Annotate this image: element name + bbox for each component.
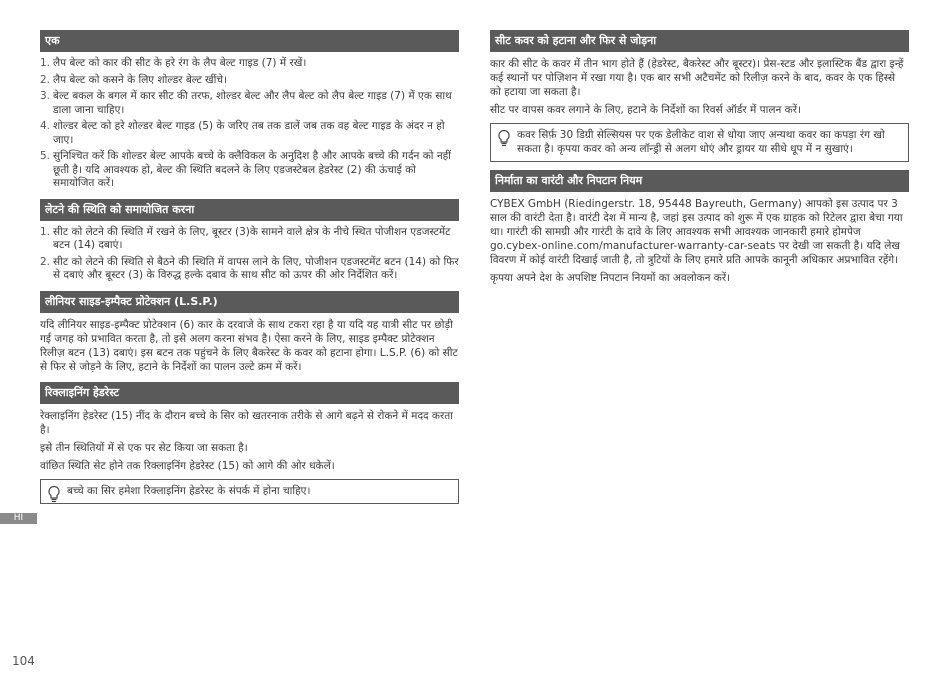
list-item: 1. सीट को लेटने की स्थिति में रखने के लिए, बूस्टर (3)के सामने वाले क्षेत्र के नीचे स्थित पोजीशन एडजस्टमेंट बटन (14) दबाएं। [40, 225, 451, 251]
seatbelt-steps [40, 57, 459, 191]
list-item: 5. सुनिश्चित करें कि शोल्डर बेल्ट आपके बच्चे के क्लैविकल के अनुदिश है और आपके बच्चे की गर्दन को नहीं छूती है। यदि आवश्यक हो, बेल्ट की स्थिति बदलने के लिए एडजस्टेबल हेडरेस्ट (2) की ऊंचाई को समायोजित करें। [40, 150, 451, 189]
right-column [490, 30, 909, 293]
paragraph: वांछित स्थिति सेट होने तक रिक्लाइनिंग हेडरेस्ट (15) को आगे की ओर धकेलें। [40, 459, 335, 472]
section-headrest [40, 382, 459, 504]
section-title: सीट कवर को हटाना और फिर से जोड़ना [490, 30, 909, 52]
list-item: 2. लैप बेल्ट को कसने के लिए शोल्डर बेल्ट खींचे। [40, 73, 227, 86]
lightbulb-icon [497, 129, 511, 147]
paragraph: कृपया अपने देश के अपशिष्ट निपटान नियमों का अवलोकन करें। [490, 272, 731, 284]
tip-text: कवर सिर्फ़ 30 डिग्री सेल्सियस पर एक डेलीकेट वाश से धोया जाए अन्यथा कवर का कपड़ा रंग खो सकता है। कृपया कवर को अन्य लॉन्ड्री से अलग धोएं और ड्रायर या सीधे धूप में न सुखाएं। [517, 129, 885, 155]
list-item: 3. बेल्ट बकल के बगल में कार सीट की तरफ, शोल्डर बेल्ट और लैप बेल्ट को लैप बेल्ट गाइड (7) में एक साथ डाला जाना चाहिए। [40, 90, 452, 116]
lightbulb-icon [47, 485, 61, 503]
list-item: 1. लैप बेल्ट को कार की सीट के हरे रंग के लैप बेल्ट गाइड (7) में रखें। [40, 57, 307, 69]
section-seatbelt [40, 30, 459, 191]
section-recline [40, 199, 459, 283]
recline-steps [40, 226, 459, 283]
left-column [40, 30, 459, 512]
section-title: रिक्लाइनिंग हेडरेस्ट [40, 382, 459, 404]
language-tab: HI [0, 513, 37, 524]
tip-box [490, 123, 909, 162]
list-item: 2. सीट को लेटने की स्थिति से बैठने की स्थिति में वापस लाने के लिए, पोजीशन एडजस्टमेंट बटन (14) को फिर से दबाएं और बूस्टर (3) के विरुद्ध हल्के दबाव के साथ सीट को ऊपर की ओर निर्देशित करें। [40, 255, 459, 281]
section-warranty [490, 170, 909, 285]
paragraph: CYBEX GmbH (Riedingerstr. 18, 95448 Bayreuth, Germany) आपको इस उत्पाद पर 3 साल की वारंटी देता है। वारंटी देश में मान्य है, जहां इस उत्पाद को शुरू में एक ग्राहक को रिटेलर द्वारा बेचा गया था। गारंटी की सामग्री और गारंटी के दावे के लिए आवश्यक सभी आवश्यक जानकारी हमारे होमपेज go.cybex-online.com/manufacturer-warranty-car-seats पर देखी जा सकती है। यदि लेख विवरण में कोई वारंटी दिखाई जाती है, तो त्रुटियों के लिए हमारे प्रति आपके कानूनी अधिकार अप्रभावित रहेंगे। [490, 198, 903, 266]
paragraph: इसे तीन स्थितियों में से एक पर सेट किया जा सकता है। [40, 441, 248, 454]
paragraph: रेक्लाइनिंग हेडरेस्ट (15) नींद के दौरान बच्चे के सिर को खतरनाक तरीके से आगे बढ़ने से रोकने में मदद करता है। [40, 409, 453, 436]
section-title: एक [40, 30, 459, 52]
section-title: निर्माता का वारंटी और निपटान नियम [490, 170, 909, 192]
tip-text: बच्चे का सिर हमेशा रिक्लाइनिंग हेडरेस्ट के संपर्क में होना चाहिए। [67, 484, 311, 497]
section-cover [490, 30, 909, 162]
section-title: लीनियर साइड-इम्पैक्ट प्रोटेक्शन (L.S.P.) [40, 291, 459, 313]
section-lsp [40, 291, 459, 374]
page-number: 104 [12, 654, 35, 668]
section-title: लेटने की स्थिति को समायोजित करना [40, 199, 459, 221]
tip-box [40, 479, 459, 504]
list-item: 4. शोल्डर बेल्ट को हरे शोल्डर बेल्ट गाइड (5) के जरिए तब तक डालें जब तक वह बेल्ट गाइड के अंदर न हो जाए। [40, 120, 445, 146]
paragraph: कार की सीट के कवर में तीन भाग होते हैं (हेडरेस्ट, बैकरेस्ट और बूस्टर)। प्रेस-स्टड और इलास्टिक बैंड द्वारा इन्हें कई स्थानों पर पोज़िशन में रखा गया है। एक बार सभी अटैचमेंट को रिलीज़ करने के बाद, कवर के एक हिस्से को हटाया जा सकता है। [490, 58, 904, 98]
paragraph: यदि लीनियर साइड-इम्पैक्ट प्रोटेक्शन (6) कार के दरवाजे के साथ टकरा रहा है या यदि यह यात्री सीट पर छोड़ी गई जगह को प्रभावित करता है, तो इसे अलग करना संभव है। ऐसा करने के लिए, साइड इम्पैक्ट प्रोटेक्शन रिलीज़ बटन (13) दबाएं। इस बटन तक पहुंचने के लिए बैकरेस्ट के कवर को हटाना होगा। L.S.P. (6) को सीट से फिर से जोड़ने के लिए, हटाने के निर्देशों का पालन उल्टे क्रम में करें। [40, 318, 458, 373]
paragraph: सीट पर वापस कवर लगाने के लिए, हटाने के निर्देशों का रिवर्स ऑर्डर में पालन करें। [490, 104, 801, 116]
